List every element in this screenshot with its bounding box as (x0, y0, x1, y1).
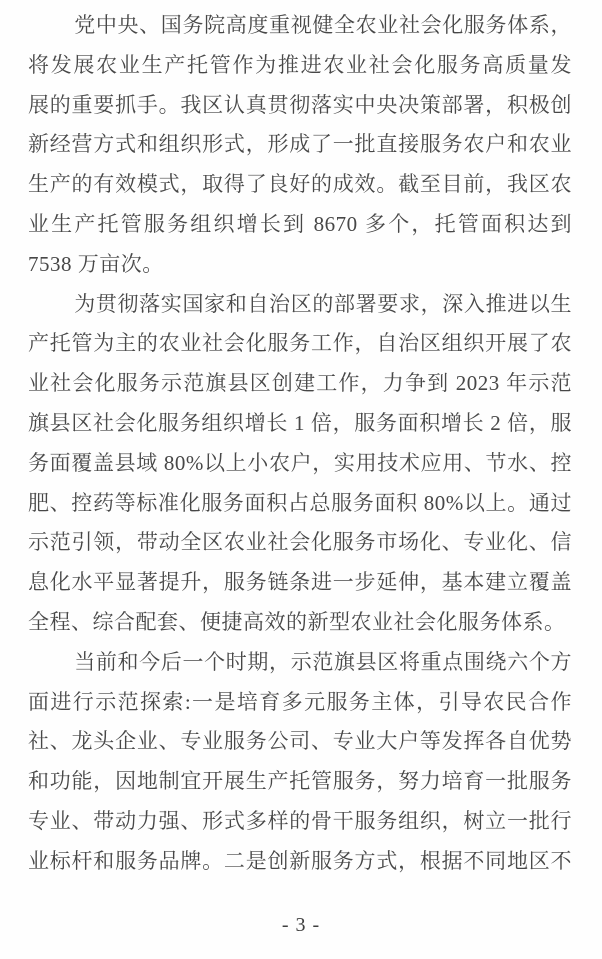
text-line: 息化水平显著提升，服务链条进一步延伸，基本建立覆盖 (28, 570, 572, 595)
text-line: 当前和今后一个时期，示范旗县区将重点围绕六个方 (74, 649, 572, 674)
page-number: - 3 - (281, 914, 321, 936)
text-line: 党中央、国务院高度重视健全农业社会化服务体系， (74, 13, 572, 37)
text-line: 产托管为主的农业社会化服务工作，自治区组织开展了农 (28, 331, 572, 356)
text-line: 展的重要抓手。我区认真贯彻落实中央决策部署，积极创 (28, 92, 572, 117)
text-line: 肥、控药等标准化服务面积占总服务面积 80%以上。通过 (28, 490, 572, 515)
text-line: 面进行示范探索:一是培育多元服务主体，引导农民合作 (28, 689, 572, 714)
text-line: 7538 万亩次。 (28, 251, 164, 276)
text-line: 全程、综合配套、便捷高效的新型农业社会化服务体系。 (28, 609, 566, 634)
paragraph (28, 285, 572, 643)
text-line: 业生产托管服务组织增长到 8670 多个，托管面积达到 (28, 211, 572, 236)
text-line: 务面覆盖县域 80%以上小农户，实用技术应用、节水、控 (28, 450, 572, 475)
paragraph (28, 6, 572, 285)
text-line: 将发展农业生产托管作为推进农业社会化服务高质量发 (28, 52, 572, 77)
text-line: 业标杆和服务品牌。二是创新服务方式，根据不同地区不 (28, 848, 572, 873)
text-line: 新经营方式和组织形式，形成了一批直接服务农户和农业 (28, 132, 572, 157)
page-footer (0, 912, 602, 938)
text-line: 社、龙头企业、专业服务公司、专业大户等发挥各自优势 (28, 729, 572, 754)
document-body (28, 6, 572, 882)
text-line: 为贯彻落实国家和自治区的部署要求，深入推进以生 (74, 291, 572, 316)
text-line: 和功能，因地制宜开展生产托管服务，努力培育一批服务 (28, 769, 572, 794)
text-line: 专业、带动力强、形式多样的骨干服务组织，树立一批行 (28, 808, 572, 833)
text-line: 业社会化服务示范旗县区创建工作，力争到 2023 年示范 (28, 371, 572, 396)
text-line: 示范引领，带动全区农业社会化服务市场化、专业化、信 (28, 530, 572, 555)
text-line: 旗县区社会化服务组织增长 1 倍，服务面积增长 2 倍，服 (28, 410, 572, 435)
paragraph (28, 643, 572, 882)
text-line: 生产的有效模式，取得了良好的成效。截至目前，我区农 (28, 172, 572, 197)
